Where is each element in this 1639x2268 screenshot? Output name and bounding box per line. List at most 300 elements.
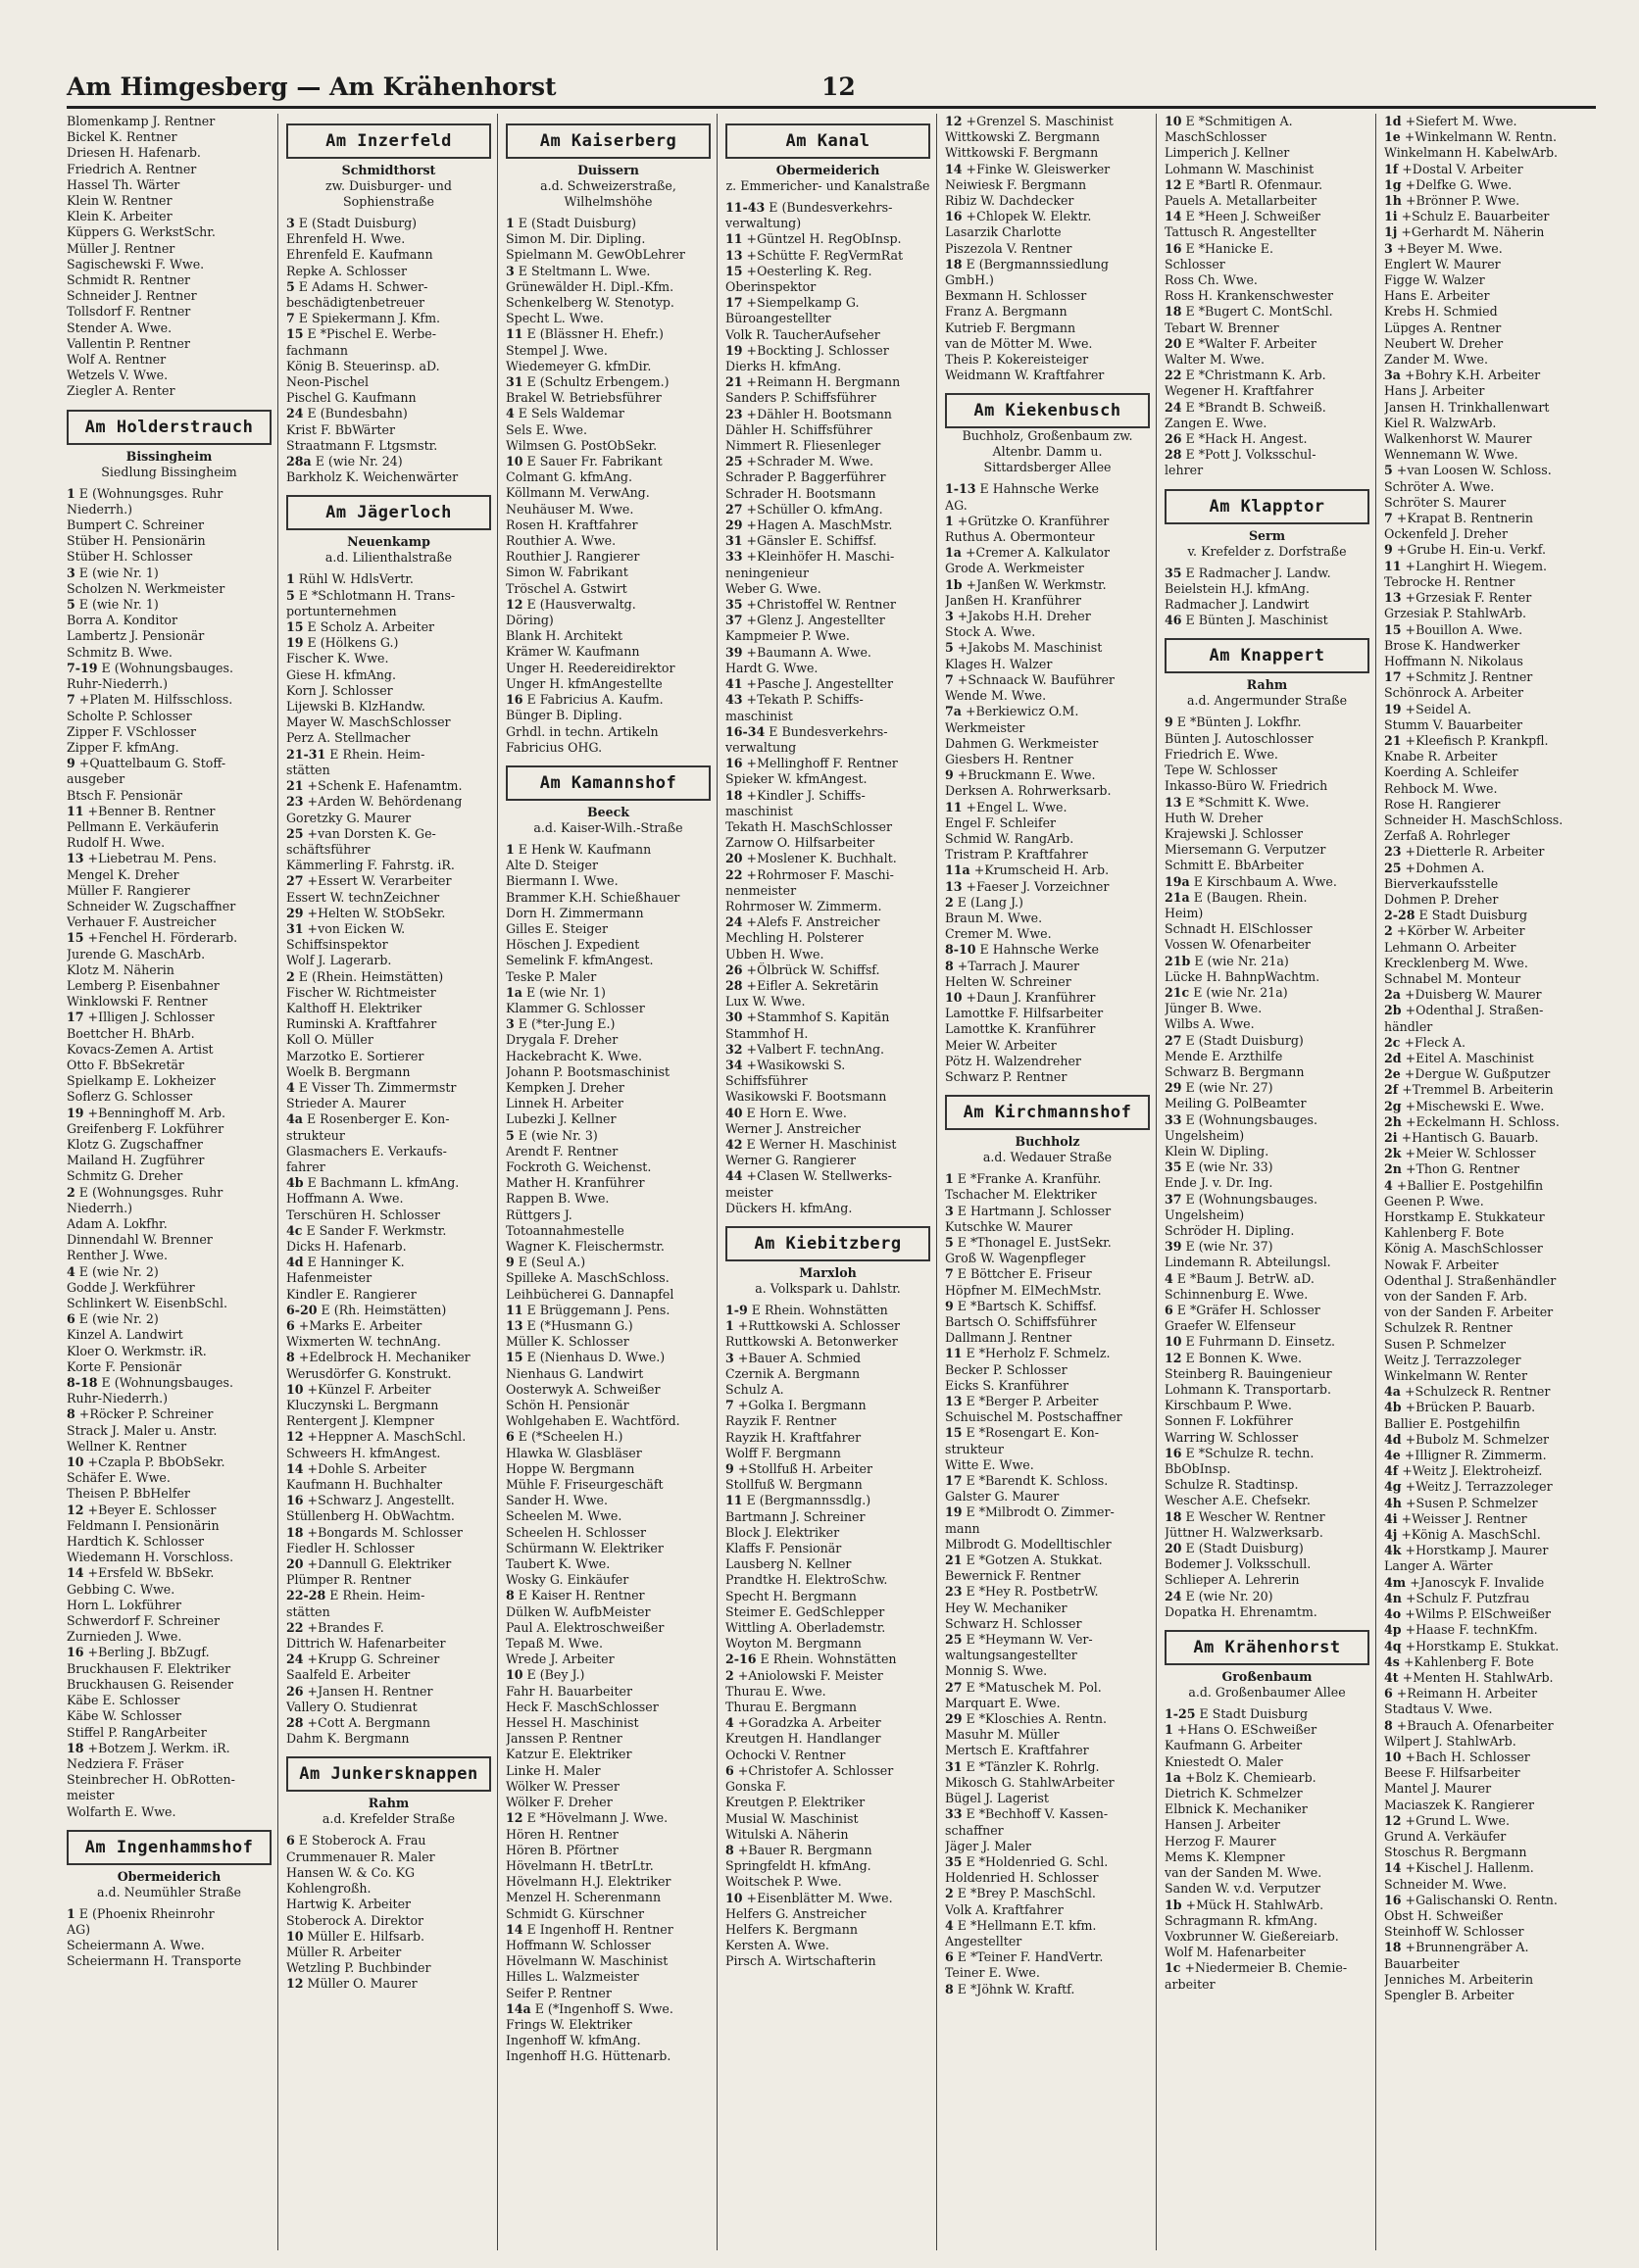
resident-text: Tristram P. Kraftfahrer — [945, 847, 1088, 863]
street-location: Buchholz, Großenbaum zw. Altenbr. Damm u. Sittardsberger Allee — [962, 428, 1133, 475]
resident-text: Verhauer F. Austreicher — [67, 914, 217, 930]
page-header — [67, 71, 1596, 109]
resident-text: Neon-Pischel — [286, 374, 370, 390]
house-number: 11 — [945, 799, 963, 814]
resident-text: Knabe R. Arbeiter — [1384, 749, 1498, 764]
resident-entry — [725, 692, 930, 708]
resident-text: E *Barendt K. Schloss. — [966, 1473, 1109, 1489]
resident-text: Hövelmann W. Maschinist — [506, 1953, 669, 1969]
resident-entry — [1165, 1159, 1369, 1175]
resident-text: +Platen M. Hilfsschloss. — [78, 692, 233, 708]
street-section — [286, 123, 491, 210]
resident-entry — [945, 704, 1150, 719]
resident-text: Johann P. Bootsmaschinist — [506, 1063, 670, 1079]
resident-entry — [945, 863, 1150, 878]
resident-entry — [506, 1858, 711, 1874]
street-location: a. Volkspark u. Dahlstr. — [755, 1281, 901, 1296]
resident-text: Rayzik F. Rentner — [725, 1413, 837, 1429]
resident-entry — [506, 1175, 711, 1191]
house-number: 9 — [506, 1255, 515, 1270]
resident-entry — [945, 288, 1150, 304]
resident-text: +Glenz J. Angestellter — [746, 613, 885, 628]
resident-text: Semelink F. kfmAngest. — [506, 953, 654, 968]
resident-entry — [67, 304, 272, 320]
resident-entry — [945, 1584, 1150, 1600]
resident-entry — [506, 1779, 711, 1795]
resident-text: +Berkiewicz O.M. — [965, 704, 1079, 719]
resident-text: +Weisser J. Rentner — [1401, 1510, 1527, 1526]
resident-text: Schröter S. Maurer — [1384, 494, 1507, 510]
resident-text: Limperich J. Kellner — [1165, 145, 1290, 161]
resident-text: +Tarrach J. Maurer — [957, 958, 1080, 973]
resident-entry — [286, 1700, 491, 1715]
resident-entry — [1165, 1144, 1369, 1159]
resident-text: +Schwarz J. Angestellt. — [307, 1493, 455, 1508]
resident-text: Schnabel M. Monteur — [1384, 970, 1521, 986]
street-heading: Am Klapptor — [1165, 489, 1369, 524]
resident-text: Schwarz P. Rentner — [945, 1068, 1068, 1084]
resident-entry — [945, 514, 1150, 529]
resident-entry — [725, 899, 930, 914]
resident-entry — [945, 783, 1150, 799]
resident-entry — [67, 1089, 272, 1105]
house-number: 18 — [725, 787, 743, 803]
resident-text: Woelk B. Bergmann — [286, 1063, 411, 1079]
resident-entry — [67, 1906, 272, 1922]
resident-text: Mems K. Klempner — [1165, 1849, 1285, 1864]
house-number: 4c — [286, 1222, 303, 1238]
house-number: 15 — [286, 326, 304, 342]
resident-entry — [1384, 1606, 1590, 1622]
resident-text: Maciaszek K. Rangierer — [1384, 1797, 1535, 1812]
house-number: 32 — [725, 1041, 743, 1057]
resident-text: Pötz H. Walzendreher — [945, 1053, 1081, 1068]
resident-entry — [1384, 1511, 1590, 1527]
resident-text: E Sander F. Werkmstr. — [306, 1222, 447, 1238]
resident-text: Grund A. Verkäufer — [1384, 1828, 1507, 1844]
resident-entry — [286, 326, 491, 342]
resident-text: +Benner B. Rentner — [87, 803, 216, 818]
resident-entry — [506, 1493, 711, 1508]
resident-text: +Grützke O. Kranführer — [957, 513, 1110, 528]
resident-text: Käbe E. Schlosser — [67, 1693, 180, 1708]
resident-entry — [1384, 1463, 1590, 1479]
resident-text: Lamottke K. Kranführer — [945, 1021, 1096, 1037]
resident-entry — [506, 1525, 711, 1541]
district-name: Duissern — [577, 163, 639, 177]
resident-entry — [1165, 858, 1369, 873]
resident-entry — [1384, 1194, 1590, 1209]
resident-entry — [506, 1413, 711, 1429]
resident-text: E *Schmitigen A. — [1185, 114, 1293, 128]
resident-entry — [945, 1775, 1150, 1791]
resident-text: Langer A. Wärter — [1384, 1558, 1493, 1574]
resident-text: Büroangestellter — [725, 311, 831, 326]
resident-entry — [945, 1680, 1150, 1696]
house-number: 2h — [1384, 1113, 1402, 1129]
resident-text: Mengel K. Dreher — [67, 866, 179, 882]
resident-entry — [286, 359, 491, 374]
resident-text: Schmidt R. Rentner — [67, 272, 191, 288]
resident-text: Bünten J. Autoschlosser — [1165, 730, 1314, 746]
resident-entry — [286, 969, 491, 985]
resident-text: +Bach H. Schlosser — [1405, 1749, 1530, 1764]
resident-text: +Gerhardt M. Näherin — [1401, 224, 1545, 240]
resident-entry — [945, 498, 1150, 514]
resident-text: Schönrock A. Arbeiter — [1384, 685, 1524, 701]
house-number: 26 — [725, 961, 743, 977]
resident-text: Blomenkamp J. Rentner — [67, 114, 216, 128]
house-number: 25 — [725, 454, 743, 469]
resident-entry — [1165, 1817, 1369, 1833]
resident-entry — [945, 241, 1150, 257]
resident-text: Müller K. Schlosser — [506, 1334, 629, 1350]
resident-entry — [286, 1525, 491, 1541]
resident-entry — [725, 1137, 930, 1153]
resident-entry — [67, 224, 272, 240]
resident-text: E Hahnsche Werke — [979, 942, 1099, 958]
resident-text: +Krapat B. Rentnerin — [1396, 511, 1533, 526]
resident-entry — [506, 1731, 711, 1747]
resident-text: Kohlengroßh. — [286, 1881, 372, 1897]
resident-text: E *Pott J. Volksschul- — [1185, 447, 1316, 463]
resident-text: Bartsch O. Schiffsführer — [945, 1314, 1097, 1329]
resident-text: Mende E. Arzthilfe — [1165, 1048, 1283, 1063]
resident-entry — [725, 1811, 930, 1827]
resident-entry — [506, 1953, 711, 1969]
resident-text: +Benninghoff M. Arb. — [87, 1105, 225, 1120]
house-number: 13 — [945, 1394, 963, 1409]
resident-entry — [506, 2001, 711, 2017]
resident-entry — [286, 1556, 491, 1572]
resident-text: Mertsch E. Kraftfahrer — [945, 1743, 1089, 1758]
resident-text: +Chlopek W. Elektr. — [966, 209, 1092, 224]
street-heading: Am Jägerloch — [286, 495, 491, 530]
resident-text: +Ballier E. Postgehilfin — [1396, 1177, 1544, 1193]
house-number: 15 — [67, 930, 84, 946]
resident-entry — [286, 873, 491, 889]
resident-text: verwaltung — [725, 739, 797, 755]
resident-entry — [67, 1423, 272, 1439]
resident-entry — [67, 1327, 272, 1343]
resident-text: E (wie Nr. 3) — [518, 1127, 598, 1143]
resident-entry — [1384, 193, 1590, 209]
resident-entry — [506, 1843, 711, 1858]
resident-entry — [945, 640, 1150, 656]
resident-text: Werusdörfer G. Konstrukt. — [286, 1365, 452, 1381]
resident-text: +Bongards M. Schlosser — [307, 1524, 463, 1540]
resident-entry — [945, 114, 1150, 129]
resident-text: Horn L. Lokführer — [67, 1597, 182, 1612]
resident-entry — [506, 890, 711, 906]
resident-entry — [506, 1747, 711, 1762]
resident-text: Schröter A. Wwe. — [1384, 478, 1495, 494]
resident-entry — [1165, 145, 1369, 161]
street-heading: Am Ingenhammshof — [67, 1830, 272, 1865]
resident-entry — [286, 454, 491, 469]
resident-text: +Mischewski E. Wwe. — [1405, 1098, 1545, 1113]
house-number: 14 — [506, 1921, 523, 1937]
house-number: 1h — [1384, 193, 1402, 209]
house-number: 39 — [725, 644, 743, 660]
resident-text: AG) — [67, 1921, 91, 1937]
resident-entry — [1384, 1161, 1590, 1177]
resident-entry — [1384, 1813, 1590, 1829]
resident-text: Wennemann W. Wwe. — [1384, 447, 1518, 463]
resident-text: +Jakobs M. Maschinist — [957, 640, 1103, 656]
house-number: 28 — [725, 977, 743, 993]
resident-text: Ruhr-Niederrh.) — [67, 1391, 169, 1406]
street-section — [67, 1830, 272, 1900]
resident-text: Schön H. Pensionär — [506, 1398, 629, 1413]
resident-text: Sagischewski F. Wwe. — [67, 256, 205, 271]
resident-text: +Dostal V. Arbeiter — [1402, 161, 1523, 176]
resident-text: +Daun J. Kranführer — [966, 989, 1096, 1005]
house-number: 12 — [506, 1810, 523, 1826]
resident-text: +Stollfuß H. Arbeiter — [737, 1461, 873, 1477]
resident-entry — [506, 565, 711, 580]
resident-text: Weber G. Wwe. — [725, 580, 821, 596]
resident-text: +Jakobs H.H. Dreher — [957, 609, 1091, 624]
resident-text: Piszezola V. Rentner — [945, 240, 1072, 256]
resident-text: +Reimann H. Bergmann — [746, 374, 901, 390]
resident-text: E (Stadt Duisburg) — [1185, 1541, 1304, 1556]
resident-entry — [67, 193, 272, 209]
resident-text: Dückers H. kfmAng. — [725, 1200, 853, 1215]
resident-entry — [725, 1700, 930, 1715]
resident-text: Wixmerten W. technAng. — [286, 1334, 441, 1350]
house-number: 21 — [286, 778, 304, 794]
resident-text: Grhdl. in techn. Artikeln — [506, 723, 659, 739]
house-number: 9 — [1165, 715, 1173, 730]
house-number: 6 — [1165, 1303, 1173, 1317]
house-number: 8-10 — [945, 942, 976, 958]
resident-entry — [506, 1890, 711, 1905]
house-number: 24 — [725, 914, 743, 930]
resident-entry — [506, 1303, 711, 1318]
resident-entry — [725, 788, 930, 804]
resident-text: Stoberock A. Direktor — [286, 1912, 424, 1928]
house-number: 15 — [506, 1350, 523, 1365]
resident-text: portunternehmen — [286, 603, 397, 618]
resident-text: Franz A. Bergmann — [945, 304, 1068, 320]
resident-entry — [1165, 1556, 1369, 1572]
resident-text: Krajewski J. Schlosser — [1165, 825, 1304, 841]
resident-text: Obst H. Schweißer — [1384, 1907, 1503, 1923]
house-number: 44 — [725, 1168, 743, 1184]
resident-entry — [1384, 923, 1590, 939]
resident-entry — [1384, 352, 1590, 368]
resident-entry — [1384, 813, 1590, 828]
house-number: 2d — [1384, 1050, 1402, 1065]
house-number: 4n — [1384, 1590, 1402, 1605]
resident-text: König A. MaschSchlosser — [1384, 1241, 1543, 1257]
resident-entry — [67, 241, 272, 257]
resident-entry — [1384, 129, 1590, 145]
house-number: 31 — [506, 374, 523, 390]
house-number: 8 — [1384, 1717, 1393, 1733]
resident-text: E *Gotzen A. Stukkat. — [966, 1553, 1103, 1568]
resident-text: Kreutgen H. Handlanger — [725, 1731, 881, 1747]
house-number: 8 — [945, 1981, 954, 1997]
resident-entry — [1384, 622, 1590, 638]
resident-text: E Radmacher J. Landw. — [1185, 565, 1331, 580]
resident-text: E *Schulze R. techn. — [1185, 1445, 1315, 1460]
resident-text: Ungelsheim) — [1165, 1127, 1245, 1143]
street-location: a.d. Krefelder Straße — [322, 1811, 456, 1827]
resident-entry — [725, 311, 930, 326]
house-number: 18 — [1165, 304, 1182, 320]
resident-text: König B. Steuerinsp. aD. — [286, 358, 440, 373]
resident-text: E *Bartl R. Ofenmaur. — [1185, 176, 1323, 192]
resident-entry — [725, 867, 930, 883]
resident-entry — [1384, 272, 1590, 288]
resident-text: +Kleinhöfer H. Maschi- — [746, 549, 895, 565]
resident-text: Repke A. Schlosser — [286, 263, 407, 278]
resident-entry — [725, 1541, 930, 1556]
resident-entry — [67, 272, 272, 288]
resident-entry — [1384, 1496, 1590, 1511]
resident-entry — [1384, 431, 1590, 447]
resident-text: Stempel J. Wwe. — [506, 342, 608, 358]
house-number: 1e — [1384, 129, 1401, 145]
resident-entry — [1384, 1178, 1590, 1194]
resident-text: Schwarz B. Bergmann — [1165, 1063, 1305, 1079]
house-number: 28 — [1165, 447, 1182, 463]
resident-entry — [1165, 1128, 1369, 1144]
resident-entry — [1165, 1477, 1369, 1493]
resident-entry — [67, 1344, 272, 1359]
resident-text: Stadtaus V. Wwe. — [1384, 1701, 1493, 1717]
resident-entry — [67, 320, 272, 336]
resident-entry — [67, 1613, 272, 1629]
resident-text: Hans E. Arbeiter — [1384, 288, 1490, 304]
house-number: 12 — [1165, 176, 1182, 192]
resident-text: +Finke W. Gleiswerker — [966, 161, 1111, 176]
resident-text: Brakel W. Betriebsführer — [506, 390, 662, 406]
house-number: 10 — [506, 1667, 523, 1683]
resident-entry — [1384, 1305, 1590, 1320]
resident-text: verwaltung) — [725, 216, 802, 231]
resident-entry — [67, 835, 272, 851]
resident-text: Weidmann W. Kraftfahrer — [945, 368, 1105, 383]
resident-entry — [1384, 781, 1590, 797]
resident-text: Dietrich K. Schmelzer — [1165, 1786, 1303, 1801]
resident-text: +Dohle S. Arbeiter — [307, 1460, 426, 1476]
resident-entry — [945, 1965, 1150, 1981]
resident-entry — [725, 1858, 930, 1874]
resident-text: Vossen W. Ofenarbeiter — [1165, 937, 1311, 953]
resident-text: E Stadt Duisburg — [1418, 908, 1528, 923]
house-number: 4m — [1384, 1574, 1407, 1590]
house-number: 6 — [725, 1762, 734, 1778]
resident-text: Bumpert C. Schreiner — [67, 518, 204, 533]
house-number: 27 — [286, 873, 304, 889]
page-title: Am Himgesberg — Am Krähenhorst — [67, 73, 557, 101]
resident-text: Ruthus A. Obermonteur — [945, 529, 1095, 545]
resident-entry — [286, 1604, 491, 1620]
resident-entry — [1165, 1096, 1369, 1111]
resident-entry — [67, 1248, 272, 1263]
house-number: 12 — [1384, 1812, 1402, 1828]
resident-text: Steimer E. GedSchlepper — [725, 1603, 885, 1619]
resident-entry — [506, 842, 711, 858]
resident-entry — [725, 1461, 930, 1477]
resident-entry — [1384, 336, 1590, 352]
resident-entry — [725, 962, 930, 978]
resident-text: Woyton M. Bergmann — [725, 1636, 862, 1652]
resident-entry — [506, 644, 711, 660]
resident-entry — [506, 1874, 711, 1890]
resident-entry — [1384, 1670, 1590, 1686]
resident-entry — [1384, 1146, 1590, 1161]
resident-entry — [1384, 463, 1590, 478]
resident-text: Ballier E. Postgehilfin — [1384, 1415, 1520, 1431]
resident-text: Schneider J. Rentner — [67, 288, 197, 304]
resident-entry — [286, 635, 491, 651]
resident-text: Spieker W. kfmAngest. — [725, 771, 868, 787]
resident-text: Menzel H. Scherenmann — [506, 1890, 662, 1905]
resident-text: Schäfer E. Wwe. — [67, 1470, 171, 1486]
district-name: Schmidthorst — [341, 163, 436, 177]
resident-entry — [1384, 1368, 1590, 1384]
resident-text: Stumm V. Bauarbeiter — [1384, 716, 1523, 732]
resident-entry — [1384, 1209, 1590, 1225]
resident-entry — [725, 1525, 930, 1541]
house-number: 3 — [945, 1203, 954, 1218]
resident-text: Klotz G. Zugschaffner — [67, 1136, 203, 1152]
house-number: 21b — [1165, 953, 1191, 968]
resident-entry — [725, 1398, 930, 1413]
resident-text: Schulzek R. Rentner — [1384, 1320, 1513, 1336]
resident-text: Musial W. Maschinist — [725, 1810, 859, 1826]
resident-entry — [506, 1001, 711, 1016]
resident-entry — [945, 847, 1150, 863]
resident-text: E (wie Nr. 2) — [78, 1311, 159, 1327]
house-number: 17 — [725, 295, 743, 311]
resident-text: E (*Scheelen H.) — [518, 1429, 623, 1445]
resident-entry — [945, 368, 1150, 383]
resident-text: Neubert W. Dreher — [1384, 335, 1504, 351]
resident-text: Walkenhorst W. Maurer — [1384, 431, 1532, 447]
resident-entry — [506, 1461, 711, 1477]
resident-entry — [1165, 241, 1369, 257]
house-number: 1f — [1384, 161, 1399, 176]
resident-text: +Grenzel S. Maschinist — [966, 114, 1114, 128]
resident-entry — [286, 651, 491, 666]
resident-entry — [506, 1620, 711, 1636]
resident-entry — [1384, 828, 1590, 844]
resident-entry — [1384, 1575, 1590, 1591]
resident-entry — [67, 1788, 272, 1803]
street-location: zw. Duisburger- und Sophienstraße — [325, 178, 452, 209]
resident-entry — [506, 485, 711, 501]
street-heading: Am Kamannshof — [506, 765, 711, 801]
resident-entry — [67, 209, 272, 224]
resident-text: Kutrieb F. Bergmann — [945, 320, 1076, 335]
resident-entry — [1384, 1734, 1590, 1750]
resident-entry — [1384, 797, 1590, 813]
resident-entry — [67, 368, 272, 383]
resident-text: E *Berger P. Arbeiter — [966, 1394, 1099, 1409]
resident-entry — [506, 1191, 711, 1207]
house-number: 20 — [1165, 1541, 1182, 1556]
resident-text: +Duisberg W. Maurer — [1404, 987, 1542, 1003]
resident-text: +Mück H. StahlwArb. — [1185, 1897, 1324, 1912]
resident-entry — [1165, 763, 1369, 778]
resident-text: E (Rhein. Heimstätten) — [298, 968, 444, 984]
resident-text: E *Bechhoff V. Kassen- — [966, 1806, 1109, 1822]
